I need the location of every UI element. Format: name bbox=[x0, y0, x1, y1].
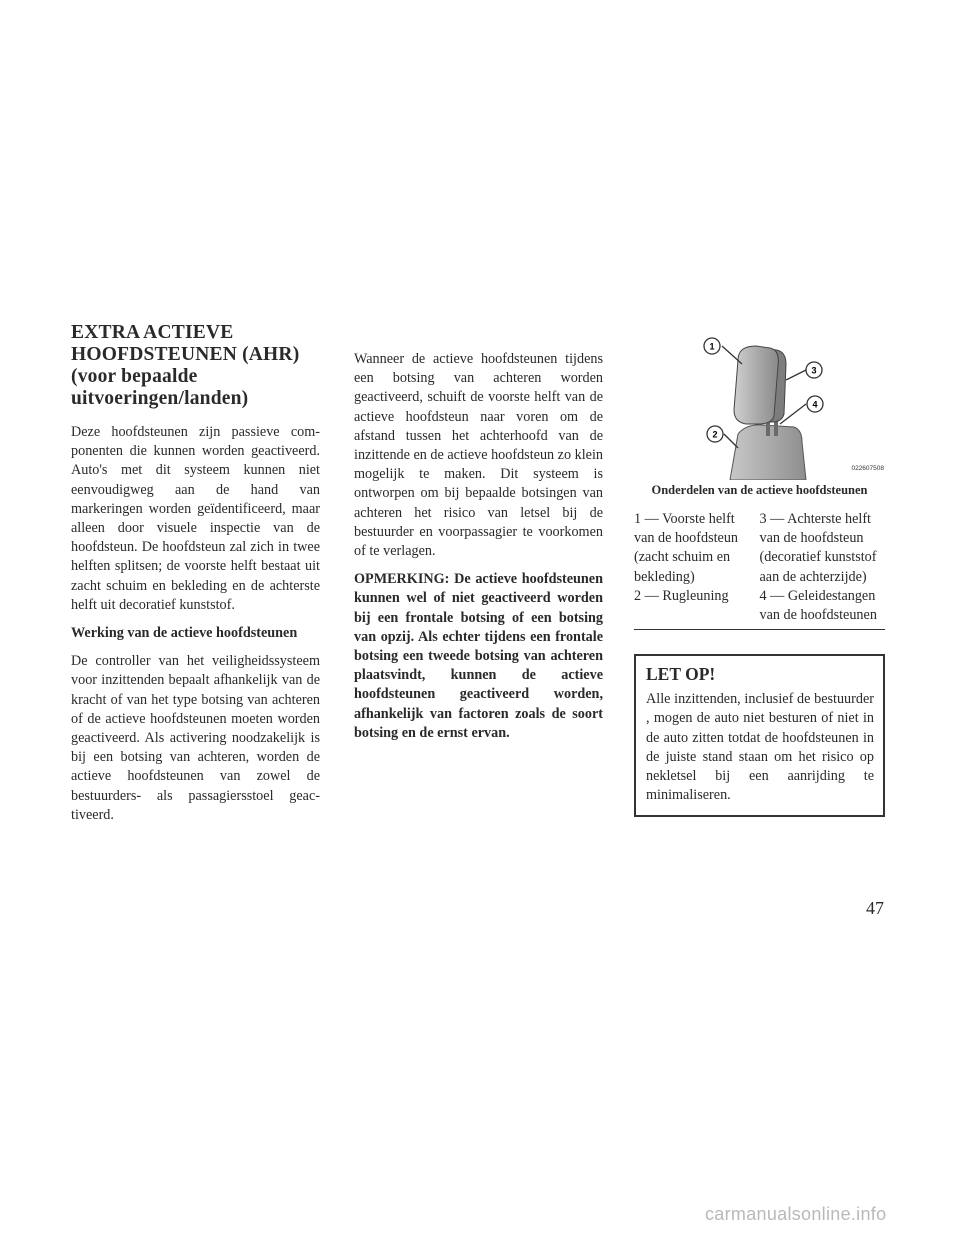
legend-item-3: 3 — Achterste helft van de hoofdsteun (decoratief kunststof aan de achterzijde) bbox=[759, 511, 877, 585]
figure-code: 022607508 bbox=[851, 465, 884, 472]
headrest-figure bbox=[634, 330, 885, 480]
activation-paragraph: Wanneer de actieve hoofdsteunen tijdens een botsing van achteren worden geactiveerd, schuift de voorste helft van de actieve hoofdsteun naar voren om de afstand tussen het achterhoofd van de inzittende en de actieve hoofdsteun zo klein mogelijk te maken. Dit systeem is ontworpen om bij bepaalde botsingen van achteren het risico van letsel bij de bestuurder en voorpassagier te voorkomen of te verlagen. bbox=[354, 351, 603, 560]
headrest-front bbox=[734, 346, 778, 424]
callout-3 bbox=[806, 362, 822, 378]
figure-caption: Onderdelen van de actieve hoofdsteunen bbox=[651, 483, 868, 497]
warning-title: LET OP! bbox=[646, 664, 716, 685]
section-title: EXTRA ACTIEVE HOOFDSTEUNEN (AHR) (voor bepaalde uitvoeringen/landen) bbox=[71, 322, 300, 409]
callout-2 bbox=[707, 426, 723, 442]
divider bbox=[634, 629, 885, 630]
subheading: Werking van de actieve hoofdsteunen bbox=[71, 625, 298, 642]
legend-item-1: 1 — Voorste helft van de hoofdsteun (zacht schuim en bekleding) bbox=[634, 511, 739, 585]
legend-item-4: 4 — Geleidestangen van de hoofdsteunen bbox=[759, 587, 877, 624]
svg-text:2: 2 bbox=[712, 429, 718, 440]
callout-4 bbox=[807, 396, 823, 412]
legend-item-2: 2 — Rugleuning bbox=[634, 587, 729, 604]
warning-text: Alle inzittenden, inclusief de bestuurder , mogen de auto niet besturen of niet in de auto zitten totdat de hoofdsteunen in de juiste stand staan om het risico op nekletsel bij een aanrijding te minimaliseren. bbox=[646, 691, 874, 804]
headrest-illustration bbox=[634, 330, 885, 480]
operation-paragraph: De controller van het veiligheidssysteem voor inzittenden bepaalt afhankelijk van de kracht of van het type botsing van achteren of de actieve hoofdsteunen moeten worden geactiveerd. Als activering noodzakelijk is bij een botsing van achteren, worden de actieve hoofdsteunen van zowel de bestuurders- als passagiersstoel geactiveerd. bbox=[71, 653, 320, 823]
svg-text:4: 4 bbox=[812, 399, 818, 410]
column-left bbox=[71, 322, 320, 834]
svg-text:1: 1 bbox=[709, 341, 715, 352]
intro-paragraph: Deze hoofdsteunen zijn passieve componenten die kunnen worden geactiveerd. Auto's met dit systeem kunnen niet eenvoudigweg aan de hand van markeringen worden geïdentificeerd, maar alleen door visuele inspectie van de hoofdsteun. De hoofdsteun zal zich in twee helften splitsen; de voorste helft bestaat uit zacht schuim en bekleding en de achterste helft uit decoratief kunststof. bbox=[71, 424, 320, 613]
svg-text:3: 3 bbox=[811, 365, 817, 376]
figure-legend bbox=[634, 510, 885, 625]
note-paragraph: OPMERKING: De actieve hoofdsteunen kunnen wel of niet geactiveerd worden bij een frontale botsing of een botsing van opzij. Als echter tijdens een frontale botsing een tweede botsing van achteren plaatsvindt, kunnen de actieve hoofdsteunen geactiveerd worden, afhankelijk van factoren zoals de soort botsing en de ernst ervan. bbox=[354, 571, 603, 741]
page-number: 47 bbox=[866, 898, 884, 918]
column-middle bbox=[354, 350, 603, 752]
watermark: carmanualsonline.info bbox=[705, 1204, 887, 1224]
callout-1 bbox=[704, 338, 720, 354]
column-right bbox=[634, 330, 885, 817]
warning-box bbox=[634, 654, 885, 817]
